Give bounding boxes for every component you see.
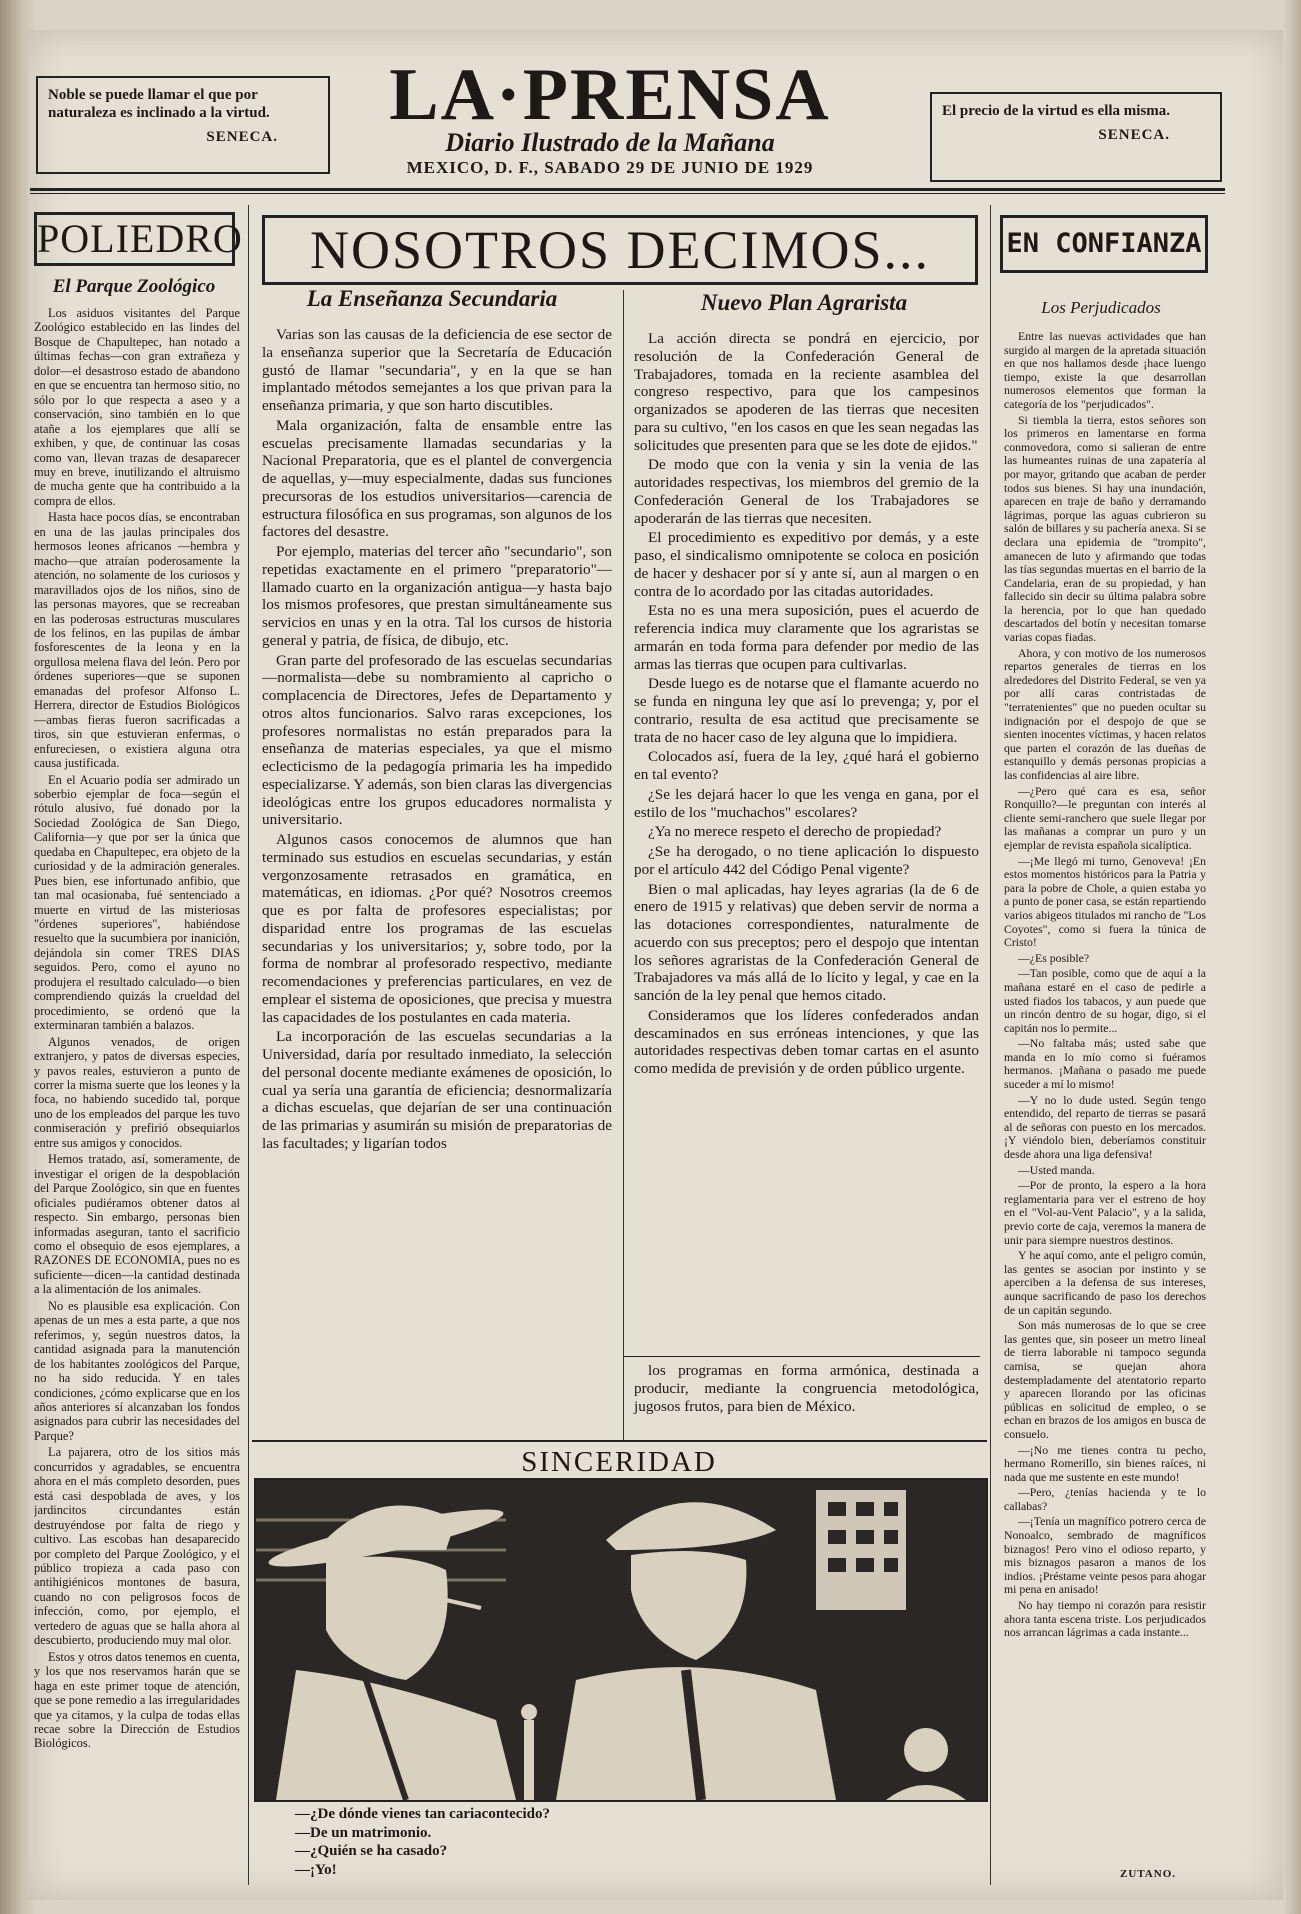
right-quote-text: El precio de la virtud es ella misma. [942,103,1171,119]
paragraph: ¿Se ha derogado, o no tiene aplicación lo dispuesto por el artículo 442 del Código Penal vigente? [634,843,979,878]
paragraph: Ahora, y con motivo de los numerosos repartos generales de tierras en los alrededores del Distrito Federal, se ven ya por allí caras contristadas de "terratenientes" que no pueden ocultar su indignación por el despojo de que se sienten inocentes víctimas, y hacen relatos que parten el corazón de las dueñas de estanquillo y demás personas propicias a las confidencias al aire libre. [1004,645,1206,782]
paragraph: De modo que con la venia y sin la venia de las autoridades respectivas, los miembros del gremio de la Confederación General de los Trabajadores se apoderarán de las tierras que necesiten. [634,456,979,527]
paragraph: Desde luego es de notarse que el flamante acuerdo no se funda en ninguna ley que así lo prevenga; y, por el contrario, resulta de esa actitud que precisamente se trata de no hacer caso de ley alguna que lo impidiera. [634,675,979,746]
masthead [360,54,860,178]
paragraph: No hay tiempo ni corazón para resistir ahora tanta escena triste. Los perjudicados nos arrancan lágrimas a cada instante... [1004,1598,1206,1640]
paragraph: Consideramos que los líderes confederados andan descaminados en sus erróneas intenciones, y que las autoridades respectivas deben tomar cartas en el asunto como medida de previsión y de orden público urgente. [634,1006,979,1077]
paragraph: —¡Me llegó mi turno, Genoveva! ¡En estos momentos históricos para la Patria y para la pobre de Chole, a quien estaba yo a punto de poner casa, se están repartiendo varios abigeos titulados mi rancho de "Los Coyotes", como si fuera la túnica de Cristo! [1004,853,1206,950]
paragraph: —Por de pronto, la espero a la hora reglamentaria para ver el estreno de hoy en el "Vol-au-Vent Palacio", y a la salida, previo corte de caja, veremos la manera de unir para siempre nuestros destinos. [1004,1178,1206,1247]
caption-line: —¿Quién se ha casado? [295,1843,448,1859]
left-quote-text: Noble se puede llamar el que por naturaleza es inclinado a la virtud. [48,87,270,121]
continuation-text [634,1362,979,1417]
paragraph: En el Acuario podía ser admirado un soberbio ejemplar de foca—según el rótulo alusivo, fué donado por la Sociedad Zoológica de San Diego, California—y que por ser la única que quedaba en Chapultepec, era objeto de la curiosidad y de la admiración generales. Pues bien, ese infortunado anfibio, que tan mal ocasionaba, fué sentenciado a muerte en virtud de las misteriosas "órdenes superiores", habiéndose resuelto que la sucumbiera por inanición, dejándola sin comer TRES DIAS seguidos. Pero, como el ayuno no produjera el resultado calculado—o bien comprendiendo quizás la crueldad del procedimiento, se ordenó que la exterminaran también a balazos. [34,772,240,1033]
paragraph: Por ejemplo, materias del tercer año "secundario", son repetidas exactamente en el primero "preparatorio"—llamado cuarto en la organización antigua—y hasta bajo los mismos profesores, que prestan simultáneamente sus servicios en unas y en la otra. Tal los cursos de historia general y patria, de física, de dibujo, etc. [262,543,612,649]
agrarista-title: Nuevo Plan Agrarista [700,290,908,315]
paragraph: Bien o mal aplicadas, hay leyes agrarias (la de 6 de enero de 1915 y relativas) que deben servir de norma a las dotaciones correspondientes, naturalmente de acuerdo con sus preceptos; pero el despojo que intentan los señores agraristas de la Confederación General de Trabajadores va más allá de lo lícito y legal, y cae en la sanción de la ley penal que hemos citado. [634,880,979,1004]
paragraph: Y he aquí como, ante el peligro común, las gentes se asocian por instinto y se aperciben a la defensa de sus intereses, aunque sacrificando de paso los derechos de un capitán segundo. [1004,1248,1206,1317]
confianza-author: ZUTANO. [1120,1868,1176,1880]
paragraph: Los asiduos visitantes del Parque Zoológico establecido en las lindes del Bosque de Chapultepec, han notado a últimas fechas—con gran extrañeza y dolor—el desastroso estado de abandono en que se encuentra tan hermoso sitio, no sólo por lo que respecta a aseo y a conservación, sino también en lo que atañe a los ejemplares que allí se exhiben, y que, de continuar las cosas como van, llevan trazas de desaparecer muy en breve, inutilizando el altruismo de mucha gente que ha contribuido a la compra de ellos. [34,306,240,508]
paragraph: ¿Ya no merece respeto el derecho de propiedad? [648,823,942,841]
paragraph: Hasta hace pocos días, se encontraban en una de las jaulas principales dos hermosos leones africanos —hembra y macho—que atraían poderosamente la atención, no solamente de los curiosos y maravillados ojos de los niños, sino de las personas mayores, que se recreaban en las poderosas estructuras musculares de los felinos, en las pupilas de ámbar fosforescentes de la leona y en la orgullosa melena flava del león. Pero por órdenes superiores—que se suponen emanadas del profesor Alfonso L. Herrera, director de Estudios Biológicos—ambas fieras fueron sacrificadas a tiros, sin que estuvieran enfermas, o enfureciesen, o existiera alguna otra causa justificada. [34,510,240,771]
page-edge [1283,0,1301,1914]
confianza-title: Los Perjudicados [1041,298,1161,317]
column-rule-center [623,290,624,1440]
confianza-heading: EN CONFIANZA [1000,215,1208,273]
nosotros-heading: NOSOTROS DECIMOS... [262,215,978,285]
caption-line: —¿De dónde vienes tan cariacontecido? [295,1806,550,1822]
column-rule-left [248,205,249,1885]
paragraph: —Tan posible, como que de aquí a la mañana estaré en el caso de pedirle a usted fiados los tabacos, y aun puede que un rincón dentro de su hogar, digo, si el capitán nos lo permite... [1004,966,1206,1035]
left-quote-author: SENECA. [206,129,278,145]
paragraph: Esta no es una mera suposición, pues el acuerdo de referencia indica muy claramente que los agraristas se armarán en toda forma para defender por medio de las armas las tierras que ocupen para cultivarlas. [634,602,979,673]
caption-line: —De un matrimonio. [295,1824,432,1841]
continuation-rule [624,1356,980,1357]
newspaper-subtitle: Diario Ilustrado de la Mañana [445,128,775,157]
newspaper-name: LA·PRENSA [389,54,831,136]
paragraph: La pajarera, otro de los sitios más concurridos y agradables, se encuentra ahora en el más completo desorden, pues está casi despoblada de aves, y los jardincitos circundantes están destruyéndose por falta de riego y cultivo. Las escobas han desaparecido por completo del Parque Zoológico, y el público tropieza a cada paso con antihigiénicos montones de basura, cuando no con peligrosos focos de infección, como, por ejemplo, el vertedero de aguas que se halla ahora al descubierto, produciendo muy mal olor. [34,1445,240,1648]
paragraph: ¿Se les dejará hacer lo que les venga en gana, por el estilo de los "muchachos" escolares? [634,785,979,821]
paragraph: Mala organización, falta de ensamble entre las escuelas precisamente llamadas secundarias y la Nacional Preparatoria, que es el plantel de convergencia de aquellas, y—muy especialmente, dadas sus funciones precursoras de los estudios universitarios—carencia de estructura filosófica en sus programas, son algunos de los factores del desastre. [262,416,612,541]
left-quote-box [36,76,330,174]
continuation-paragraph: los programas en forma armónica, destinada a producir, mediante la congruencia metodológica, jugosos frutos, para bien de México. [634,1362,979,1415]
poliedro-article [34,306,240,1896]
poliedro-title: El Parque Zoológico [52,276,216,297]
paragraph: La incorporación de las escuelas secundarias a la Universidad, daría por resultado inmediato, la selección del personal docente mediante exámenes de oposición, lo cual ya sería una garantía de eficiencia; desnormalizaría a dichas escuelas, que dejarían de ser una continuación de las primarias y asumirán su misión de preparatorias de las facultades; y ligarían todos [262,1028,612,1152]
right-quote-box [930,92,1222,182]
paragraph: Algunos casos conocemos de alumnos que han terminado sus estudios en escuelas secundarias, y están vergonzosamente retrasados en gramática, en matemáticas, en idiomas. ¿Por qué? Nosotros creemos que es por falta de profesores especialistas; por disparidad entre los programas de las escuelas secundarias y los universitarios; y, sobre todo, por la forma de nombrar al profesorado respectivo, mediante recomendaciones y preferencias particulares, en vez de emplear el sistema de oposiciones, que precisa y muestra las capacidades de los postulantes en cada materia. [262,831,612,1026]
paragraph: Gran parte del profesorado de las escuelas secundarias—normalista—debe su nombramiento al capricho o complacencia de Directores, Jefes de Departamento y otros altos funcionarios. Salvo raras excepciones, los profesores normalistas no están preparados para la enseñanza de materias especiales, ya que el mismo eclecticismo de la pedagogía primaria les ha impedido especializarse. Y además, son bien claras las divergencias ideológicas entre los grupos educadores normalista y universitario. [262,651,612,829]
paragraph: —Y no lo dude usted. Según tengo entendido, del reparto de tierras se pasará al de señoras con puesto en los mercados. ¡Y viéndolo bien, deberíamos constituir desde ahora una liga defensiva! [1004,1092,1206,1162]
paragraph: Son más numerosas de lo que se cree las gentes que, sin poseer un metro lineal de tierra laborable ni tampoco segunda camisa, se quejan ahora destempladamente del atentatorio reparto y aparecen llorando por las oficinas públicas en solicitud de empleo, o se echan en brazos de los amigos en busca de consuelo. [1004,1318,1206,1441]
dateline: MEXICO, D. F., SABADO 29 DE JUNIO DE 1929 [406,158,814,177]
cartoon-title: SINCERIDAD [521,1446,717,1478]
confianza-article [1004,330,1206,1838]
paragraph: No es plausible esa explicación. Con apenas de un mes a esta parte, a que nos referimos, y, según nuestros datos, la cantidad asignada para la manutención de los habitantes zoológicos del Parque, no ha sido reducida. Y en tales condiciones, ¿cómo explicarse que en los años anteriores sí alcanzaban los fondos asignados para cubrir las necesidades del Parque? [34,1298,240,1443]
cartoon-drawing [256,1480,986,1800]
paragraph: Algunos venados, de origen extranjero, y patos de diversas especies, y pavos reales, estuvieron a punto de correr la misma suerte que los leones y la foca, no habiendo sucedido tal, porque uno de los empleados del parque les tuvo conmiseración y prefirió obsequiarlos entre sus amigos y conocidos. [34,1034,240,1150]
paragraph: —No faltaba más; usted sabe que manda en lo mío como si fuéramos hermanos. ¡Mañana o pasado me puede suceder a mí lo mismo! [1004,1036,1206,1092]
paragraph: —¿Es posible? [1018,950,1090,965]
paragraph: —Pero, ¿tenías hacienda y te lo callabas? [1004,1485,1206,1513]
ensenanza-article [262,326,612,1436]
paragraph: Varias son las causas de la deficiencia de ese sector de la enseñanza superior que la Secretaría de Educación gustó de llamar "secundaria", y en la que se han implantado métodos semejantes a los que privan para la enseñanza primaria, y que son harto discutibles. [262,326,612,414]
cartoon-illustration [254,1478,988,1802]
paragraph: —¡No me tienes contra tu pecho, hermano Romerillo, sin bienes raíces, ni nada que me sustente en este mundo! [1004,1442,1206,1484]
right-quote-author: SENECA. [1098,127,1170,143]
agrarista-article [634,330,979,1340]
column-rule-right [990,205,991,1885]
masthead-rule-thin [30,193,1225,194]
ensenanza-title: La Enseñanza Secundaria [306,286,558,311]
paragraph: Entre las nuevas actividades que han surgido al margen de la apretada situación en que nos hallamos desde ¡hace luengo tiempo, existe la que desarrollan numerosos elementos que forman la categoría de los "perjudicados". [1004,330,1206,411]
paragraph: —¡Tenía un magnífico potrero cerca de Nonoalco, sembrado de magníficos biznagos! Pero vino el odioso reparto, y mis biznagos pasaron a manos de los indios. ¡Préstame veinte pesos para ahogar mi pena en anisado! [1004,1514,1206,1597]
paragraph: La acción directa se pondrá en ejercicio, por resolución de la Confederación General de Trabajadores, tomada en la reciente asamblea del congreso respectivo, para que los campesinos organizados se apoderen de las tierras que necesiten para su cultivo, "en los casos en que les sean negadas las solicitudes que presenten para que se les dote de ejidos." [634,330,979,454]
paragraph: Estos y otros datos tenemos en cuenta, y los que nos reservamos harán que se haga en este primer toque de atención, que se pone remedio a las irregularidades que ya citamos, y la culpa de todas ellas recae sobre la Dirección de Estudios Biológicos. [34,1649,240,1751]
masthead-rule [30,188,1225,191]
caption-line: —¡Yo! [295,1861,337,1878]
paragraph: Colocados así, fuera de la ley, ¿qué hará el gobierno en tal evento? [634,748,979,783]
cartoon-rule [252,1440,987,1442]
cartoon-caption [295,1805,550,1879]
poliedro-heading: POLIEDRO [34,212,235,266]
paragraph: —¿Pero qué cara es esa, señor Ronquillo?—le preguntan con interés al cliente semi-ranchero que suele llegar por las mañanas a comprar un puro y un ejemplar de revista española sicalíptica. [1004,783,1206,852]
paragraph: Hemos tratado, así, someramente, de investigar el origen de la despoblación del Parque Zoológico, sin que en fuentes oficiales pudiéramos obtener datos al respecto. Sin embargo, personas bien informadas aseguran, tanto el sacrificio como el obsequio de esos ejemplares, a RAZONES DE ECONOMIA, pues no es suficiente—dicen—la cantidad destinada a la alimentación de los animales. [34,1152,240,1297]
paragraph: El procedimiento es expeditivo por demás, y a este paso, el sindicalismo omnipotente se coloca en posición de hacer y deshacer por sí y ante sí, aun al margen o en contra de lo acordado por las citadas autoridades. [634,529,979,600]
paragraph: —Usted manda. [1018,1162,1095,1177]
paragraph: Si tiembla la tierra, estos señores son los primeros en lamentarse en forma conmovedora, como si salieran de entre las humeantes ruinas de una zapatería al por mayor, gritando que acaban de perder todos sus bienes. Si hay una inundación, aparecen en traje de baño y derramando lágrimas, porque las aguas cubrieron su salón de billares y su pachería anexa. Si se declara una epidemia de "trompito", amanecen de luto y afirmando que todas las tías segundas muertas en el barrio de la Candelaria, eran de su propiedad, y han fallecido sin decir su última palabra sobre la herencia, por lo que han quedado descartados del botín y necesitan tomarse varias copas fiadas. [1004,412,1206,645]
